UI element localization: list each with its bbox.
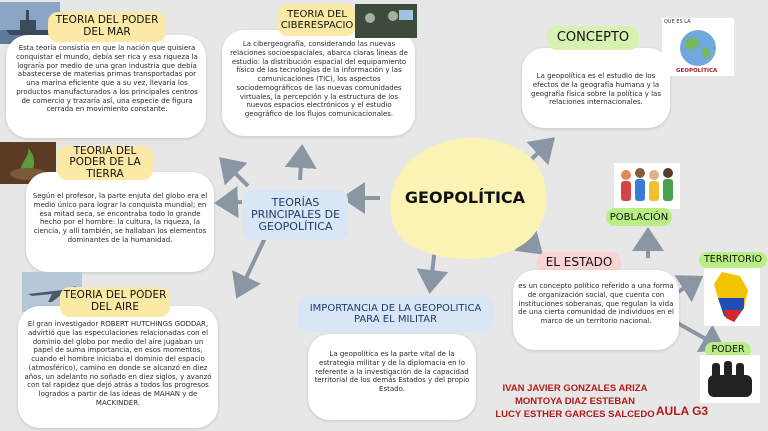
state-title: EL ESTADO [537, 252, 621, 274]
land-text: Según el profesor, la parte enjuta del globo era el medio único para lograr la conquista mundial; en esa mitad seca, se encontraba todo lo grande hecho por el hombre: la cultura, la riqueza, la ciencia, y allí también, se hallaban los elementos dominantes de la humanidad. [32, 192, 208, 244]
power-image [700, 355, 760, 403]
colombia-map-image [704, 268, 760, 326]
power-label: PODER [705, 342, 751, 358]
air-title: TEORIA DEL PODER DEL AIRE [60, 287, 170, 317]
soldiers-image [355, 4, 417, 38]
classroom: AULA G3 [655, 404, 709, 418]
sea-title: TEORIA DEL PODER DEL MAR [48, 12, 166, 42]
sea-text: Esta teoría consistía en que la nación que quisiera conquistar el mundo, debía ser rica y esa riqueza la lograría por medio de una gran industria que debía abastecerse de materias primas transportadas por una marina eficiente que a su vez, llevaría los productos manufacturados a los principales centros de comercio y trazaría así, una especie de figura cerrada en movimiento constante. [16, 44, 198, 114]
center-title: GEOPOLÍTICA [404, 188, 526, 207]
authors [490, 383, 660, 421]
state-text: es un concepto político referido a una forma de organización social, que cuenta con instituciones soberanas, que regulan la vida de una cierta comunidad de individuos en el marco de un territorio nacional. [518, 282, 674, 325]
land-title: TEORIA DEL PODER DE LA TIERRA [57, 146, 153, 180]
geopolitics-image-top-caption: QUE ES LA [664, 19, 691, 25]
military-text: La geopolítica es la parte vital de la estrategia militar y de la diplomacia en lo referente a la investigación de la capacidad territorial de los demás Estados y del propio Estado. [314, 350, 470, 393]
concept-text: La geopolítica es el estudio de los efectos de la geografía humana y la geografía física sobre la política y las relaciones internacionales. [531, 72, 661, 107]
air-text: El gran investigador ROBERT HUTCHINGS GODDAR, advirtió que las especulaciones relacionadas con el dominio del globo por medio del aire jugaban un papel de suma importancia, en esos momentos, cuando el hombre iniciaba el dominio del espacio (atmosférico), camino en donde se alcanzó en diez años, un adelanto no soñado en diez siglos, y avanzó con tal rapidez que dejó atrás a todos los progresos logrados a partir de las ideas de MAHAN y de MACKINDER. [24, 320, 212, 407]
military-title: IMPORTANCIA DE LA GEOPOLITICA PARA EL MILITAR [298, 296, 493, 332]
author-1: IVAN JAVIER GONZALES ARIZA [502, 383, 648, 394]
author-3: LUCY ESTHER GARCES SALCEDO [495, 408, 655, 420]
geopolitics-image-bottom-caption: GEOPOLÍTICA [676, 68, 718, 74]
geopolitics-image [662, 18, 734, 76]
population-label: POBLACIÓN [606, 208, 672, 226]
theories-title: TEORÍAS PRINCIPALES DE GEOPOLÍTICA [243, 190, 348, 240]
territory-label: TERRITORIO [699, 252, 767, 268]
cyber-text: La cibergeografía, considerando las nuevas relaciones socioespaciales, abarca claras líneas de estudio: la distribución espacial del equipamiento físico de las tecnologías de la información y las comunicaciones (TIC), los aspectos sociodemográficos de las nuevas comunidades virtuales, la percepción y la estructura de los nuevos espacios electrónicos y el estudio geográfico de los flujos comunicacionales. [230, 40, 408, 118]
population-image [614, 163, 680, 209]
author-2: MONTOYA DIAZ ESTEBAN [515, 395, 635, 407]
concept-title: CONCEPTO [547, 26, 639, 50]
cyber-title: TEORIA DEL CIBERESPACIO [278, 4, 356, 36]
